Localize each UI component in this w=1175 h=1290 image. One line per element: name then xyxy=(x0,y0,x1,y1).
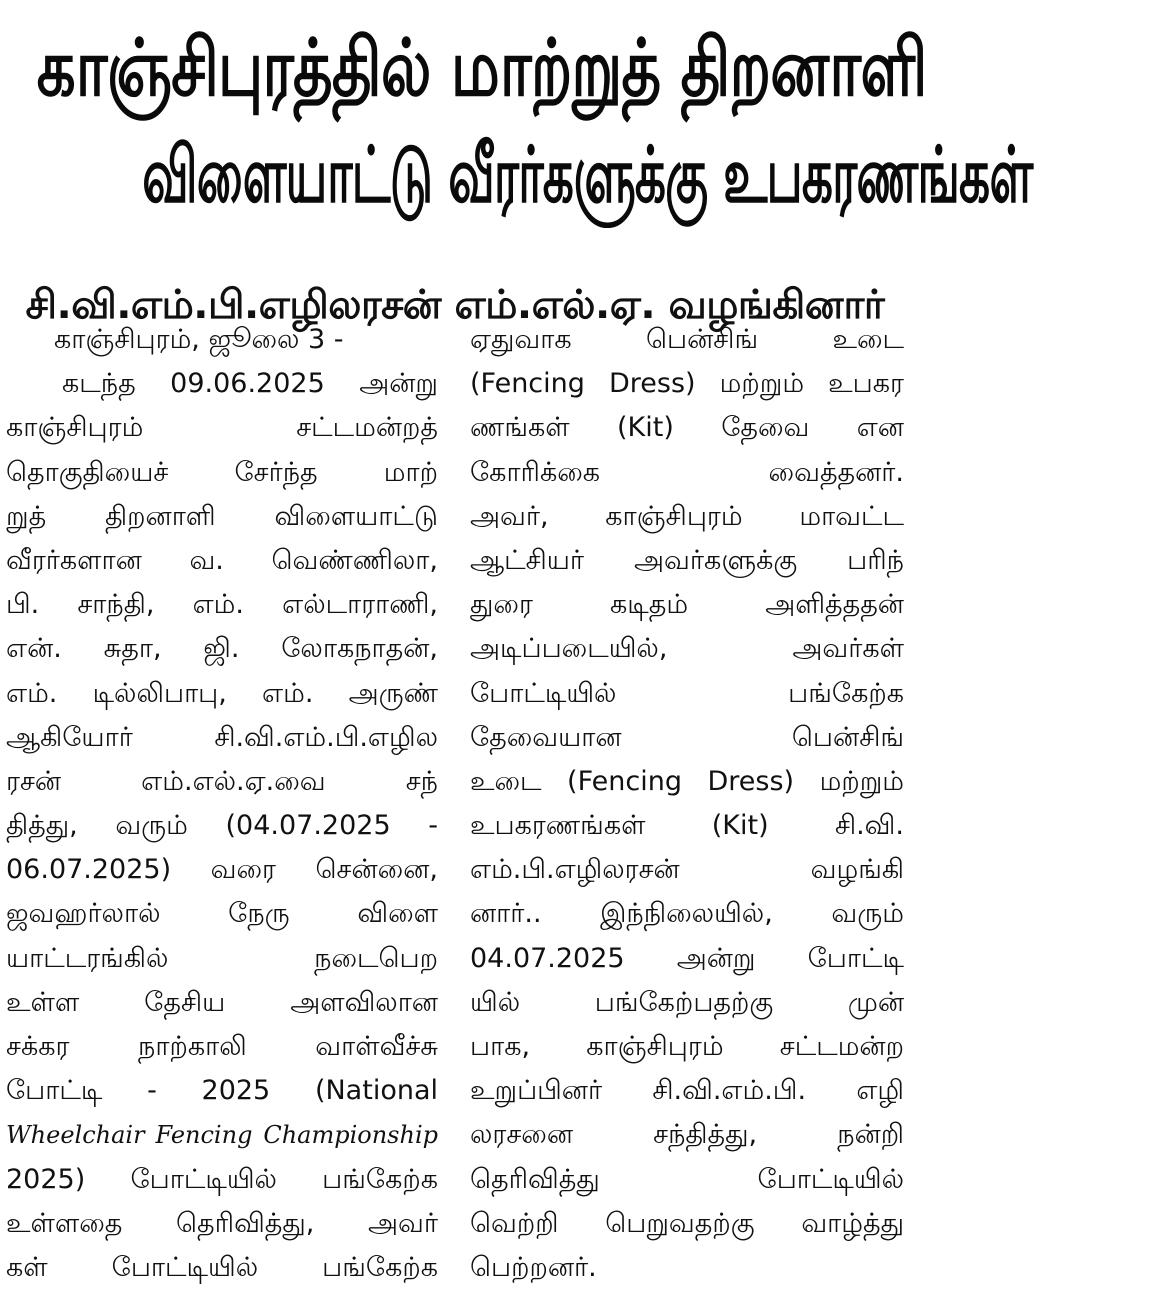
text-line: தித்து, வரும் (04.07.2025 - xyxy=(6,810,438,842)
text-line: எம். டில்லிபாபு, எம். அருண் xyxy=(6,677,438,709)
text-line: யில் பங்கேற்பதற்கு முன் xyxy=(470,986,904,1018)
text-line: றுத் திறனாளி விளையாட்டு xyxy=(6,500,438,532)
text-line-last: பெற்றனர். xyxy=(470,1251,597,1283)
text-line: உறுப்பினர் சி.வி.எம்.பி. எழி xyxy=(470,1075,904,1107)
text-line: னார்.. இந்நிலையில், வரும் xyxy=(470,898,904,930)
text-line: யாட்டரங்கில் நடைபெற xyxy=(6,942,438,974)
text-line: ணங்கள் (Kit) தேவை என xyxy=(470,412,904,444)
text-line: கோரிக்கை வைத்தனர். xyxy=(470,456,904,488)
text-line: சக்கர நாற்காலி வாள்வீச்சு xyxy=(6,1031,438,1062)
text-line: 2025) போட்டியில் பங்கேற்க xyxy=(6,1163,438,1195)
text-line: ஆகியோர் சி.வி.எம்.பி.எழில xyxy=(6,721,438,753)
text-line: ஆட்சியர் அவர்களுக்கு பரிந் xyxy=(470,544,904,576)
text-line: ஏதுவாக பென்சிங் உடை xyxy=(470,324,904,355)
text-line: உபகரணங்கள் (Kit) சி.வி. xyxy=(470,810,904,842)
text-line: (Fencing Dress) மற்றும் உபகர xyxy=(470,368,904,400)
text-line: போட்டி - 2025 (National xyxy=(6,1075,438,1107)
text-line: பாக, காஞ்சிபுரம் சட்டமன்ற xyxy=(470,1031,904,1062)
text-line: என். சுதா, ஜி. லோகநாதன், xyxy=(6,633,438,665)
article-right-column xyxy=(470,318,904,1290)
text-line: வெற்றி பெறுவதற்கு வாழ்த்து xyxy=(470,1207,904,1239)
text-line: லரசனை சந்தித்து, நன்றி xyxy=(470,1119,904,1151)
text-line: அவர், காஞ்சிபுரம் மாவட்ட xyxy=(470,500,904,532)
text-line: தொகுதியைச் சேர்ந்த மாற் xyxy=(6,456,438,488)
text-line: வீரர்களான வ. வெண்ணிலா, xyxy=(6,544,438,576)
text-line: உள்ளதை தெரிவித்து, அவர் xyxy=(6,1207,438,1239)
text-line: 06.07.2025) வரை சென்னை, xyxy=(6,854,438,886)
text-line-english: Wheelchair Fencing Championship xyxy=(6,1121,438,1150)
article-left-column xyxy=(6,318,438,1290)
text-line: உடை (Fencing Dress) மற்றும் xyxy=(470,765,904,797)
text-line: காஞ்சிபுரம் சட்டமன்றத் xyxy=(6,412,438,444)
text-line: துரை கடிதம் அளித்ததன் xyxy=(470,589,904,621)
headline-line-2: விளையாட்டு வீரர்களுக்கு உபகரணங்கள் xyxy=(142,132,1033,221)
text-line: எம்.பி.எழிலரசன் வழங்கி xyxy=(470,854,904,886)
text-line: போட்டியில் பங்கேற்க xyxy=(470,677,904,709)
text-line: தெரிவித்து போட்டியில் xyxy=(470,1163,904,1195)
text-line: பி. சாந்தி, எம். எல்டாராணி, xyxy=(6,589,438,621)
headline-line-1: காஞ்சிபுரத்தில் மாற்றுத் திறனாளி xyxy=(36,21,927,115)
text-line: தேவையான பென்சிங் xyxy=(470,721,904,753)
text-line: ஜவஹர்லால் நேரு விளை xyxy=(6,898,438,930)
subheadline: சி.வி.எம்.பி.எழிலரசன் எம்.எல்.ஏ. வழங்கினார் xyxy=(25,282,885,329)
dateline: காஞ்சிபுரம், ஜூலை 3 - xyxy=(54,324,344,355)
text-line: 04.07.2025 அன்று போட்டி xyxy=(470,942,904,974)
text-line: கடந்த 09.06.2025 அன்று xyxy=(62,368,438,400)
text-line: உள்ள தேசிய அளவிலான xyxy=(6,986,438,1018)
text-line: ரசன் எம்.எல்.ஏ.வை சந் xyxy=(6,765,438,797)
text-line: அடிப்படையில், அவர்கள் xyxy=(470,633,904,665)
text-line: கள் போட்டியில் பங்கேற்க xyxy=(6,1251,438,1283)
